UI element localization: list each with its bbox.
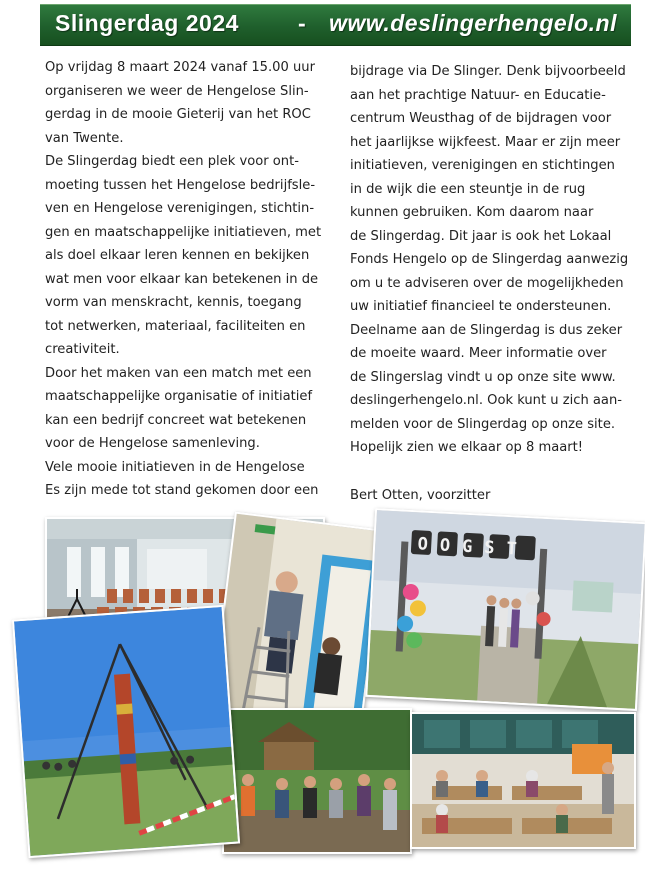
banner-separator: - [298, 10, 307, 36]
text-line: deslingerhengelo.nl. Ook kunt u zich aan- [350, 393, 622, 408]
text-line: Deelname aan de Slingerdag is dus zeker [350, 322, 623, 338]
text-line: kan een bedrijf concreet wat betekenen [45, 412, 307, 428]
signature: Bert Otten, voorzitter [350, 487, 491, 503]
text-line: de Slingerslag vindt u op onze site www. [350, 369, 616, 385]
text-line: het jaarlijkse wijkfeest. Maar er zijn meer [350, 134, 621, 150]
banner-url-link[interactable]: www.deslingerhengelo.nl [329, 10, 617, 36]
text-line: als doel elkaar leren kennen en bekijken [45, 248, 310, 263]
text-line: De Slingerdag biedt een plek voor ont- [45, 154, 299, 169]
text-line: voor de Hengelose samenleving. [45, 436, 260, 451]
photo-dining-room [410, 712, 636, 849]
header-banner [40, 4, 631, 46]
photo-oogst-garden [365, 508, 645, 711]
text-line: om u te adviseren over de mogelijkheden [350, 275, 624, 291]
text-line: Es zijn mede tot stand gekomen door een [45, 483, 319, 498]
text-line: creativiteit. [45, 342, 120, 357]
text-line: centrum Weusthag of de bijdragen voor [350, 111, 612, 126]
text-line: vorm van menskracht, kennis, toegang [45, 295, 302, 310]
text-line: in de wijk die een steuntje in de rug [350, 181, 586, 197]
text-line: van Twente. [45, 130, 124, 146]
photo-ladder-painting [210, 511, 386, 732]
text-line: gen en maatschappelijke initiatieven, met [45, 224, 322, 240]
oogst-sign-text: OOGST [417, 534, 530, 561]
text-line: Op vrijdag 8 maart 2024 vanaf 15.00 uur [45, 60, 315, 75]
article-column-right [350, 60, 635, 507]
text-line: wat men voor elkaar kan betekenen in de [45, 271, 319, 287]
text-line: Hopelijk zien we elkaar op 8 maart! [350, 440, 584, 455]
photo-garden-group [222, 708, 412, 854]
text-line: Fonds Hengelo op de Slingerdag aanwezig [350, 252, 629, 267]
article-column-left [45, 56, 345, 503]
text-line: kunnen gebruiken. Kom daarom naar [350, 205, 594, 220]
text-line: organiseren we weer de Hengelose Slin- [45, 83, 309, 99]
text-line: maatschappelijke organisatie of initiatief [45, 389, 313, 404]
text-line: de Slingerdag. Dit jaar is ook het Lokaal [350, 228, 612, 244]
text-line: uw initiatief financieel te ondersteunen. [350, 299, 612, 314]
text-line: Door het maken van een match met een [45, 365, 312, 381]
text-line: bijdrage via De Slinger. Denk bijvoorbeeld [350, 64, 626, 79]
text-line: initiatieven, verenigingen en stichtingen [350, 158, 615, 173]
text-line: moeting tussen het Hengelose bedrijfsle- [45, 177, 316, 193]
banner-title: Slingerdag 2024 [55, 10, 239, 36]
text-line: aan het prachtige Natuur- en Educatie- [350, 87, 606, 103]
text-line: tot netwerken, materiaal, faciliteiten en [45, 318, 306, 334]
text-line: gerdag in de mooie Gieterij van het ROC [45, 107, 311, 122]
text-line: de moeite waard. Meer informatie over [350, 346, 607, 361]
photo-totem-festival [12, 605, 240, 858]
text-line: Vele mooie initiatieven in de Hengelose [45, 459, 305, 475]
text-line: ven en Hengelose verenigingen, stichtin- [45, 201, 315, 216]
text-line: melden voor de Slingerdag op onze site. [350, 416, 616, 432]
